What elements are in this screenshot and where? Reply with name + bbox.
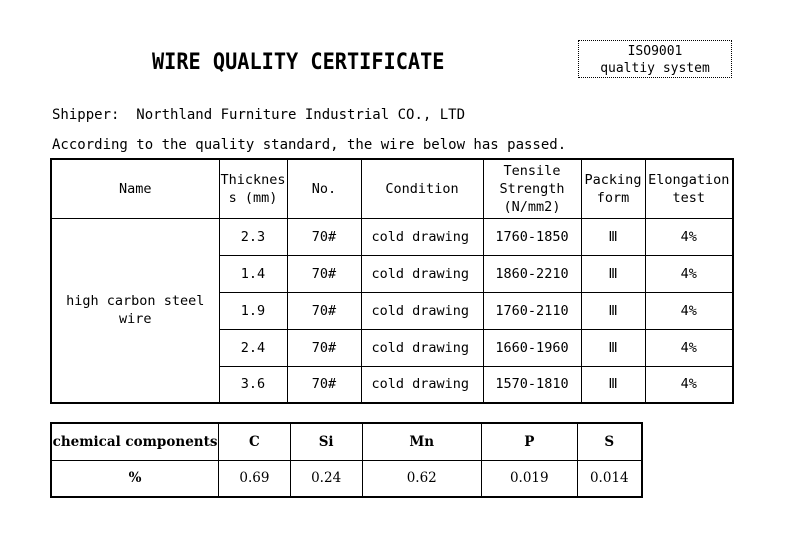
cell-elongation: 4% [645,366,733,403]
chem-element: Mn [362,423,481,460]
chem-header-row [51,423,642,460]
cell-packing: Ⅲ [581,329,645,366]
table-header-row [51,159,733,218]
chem-element: Si [290,423,362,460]
cell-packing: Ⅲ [581,366,645,403]
chem-element: P [481,423,577,460]
shipper-line [52,107,465,123]
cell-elongation: 4% [645,255,733,292]
chem-value: 0.69 [219,460,291,497]
chem-element: C [219,423,291,460]
cell-tensile: 1760-1850 [483,218,581,255]
iso-box [578,40,732,78]
cell-tensile: 1760-2110 [483,292,581,329]
cell-condition: cold drawing [361,366,483,403]
chem-header-label: chemical components [51,423,219,460]
header-condition: Condition [361,159,483,218]
cell-condition: cold drawing [361,218,483,255]
chem-value: 0.019 [481,460,577,497]
cell-thickness: 1.9 [219,292,287,329]
cell-condition: cold drawing [361,292,483,329]
chem-value: 0.24 [290,460,362,497]
chem-value-row [51,460,642,497]
cell-no: 70# [287,292,361,329]
shipper-label: Shipper: [52,107,120,123]
cell-condition: cold drawing [361,255,483,292]
header-elongation: Elongation test [645,159,733,218]
cell-tensile: 1660-1960 [483,329,581,366]
cell-tensile: 1570-1810 [483,366,581,403]
chemical-components-table [50,422,643,498]
cell-packing: Ⅲ [581,292,645,329]
header-packing: Packing form [581,159,645,218]
cell-no: 70# [287,218,361,255]
statement: According to the quality standard, the wire below has passed. [52,137,567,153]
cell-thickness: 2.3 [219,218,287,255]
cell-no: 70# [287,366,361,403]
cell-thickness: 2.4 [219,329,287,366]
cell-packing: Ⅲ [581,218,645,255]
cell-packing: Ⅲ [581,255,645,292]
shipper-name: Northland Furniture Industrial CO., LTD [136,107,466,123]
cell-thickness: 1.4 [219,255,287,292]
header-thickness: Thicknes s (mm) [219,159,287,218]
wire-quality-table [50,158,734,404]
cell-elongation: 4% [645,329,733,366]
cell-elongation: 4% [645,292,733,329]
chem-element: S [577,423,642,460]
header-tensile: Tensile Strength (N/mm2) [483,159,581,218]
cell-tensile: 1860-2210 [483,255,581,292]
chem-value-label: % [51,460,219,497]
cell-elongation: 4% [645,218,733,255]
cell-no: 70# [287,255,361,292]
cell-condition: cold drawing [361,329,483,366]
iso-standard: ISO9001 [627,44,683,59]
header-name: Name [51,159,219,218]
cell-no: 70# [287,329,361,366]
chem-value: 0.014 [577,460,642,497]
certificate-title: WIRE QUALITY CERTIFICATE [152,50,445,75]
iso-system: qualtiy system [600,61,710,76]
product-name: high carbon steel wire [51,218,219,403]
table-row [51,218,733,255]
header-no: No. [287,159,361,218]
chem-value: 0.62 [362,460,481,497]
cell-thickness: 3.6 [219,366,287,403]
